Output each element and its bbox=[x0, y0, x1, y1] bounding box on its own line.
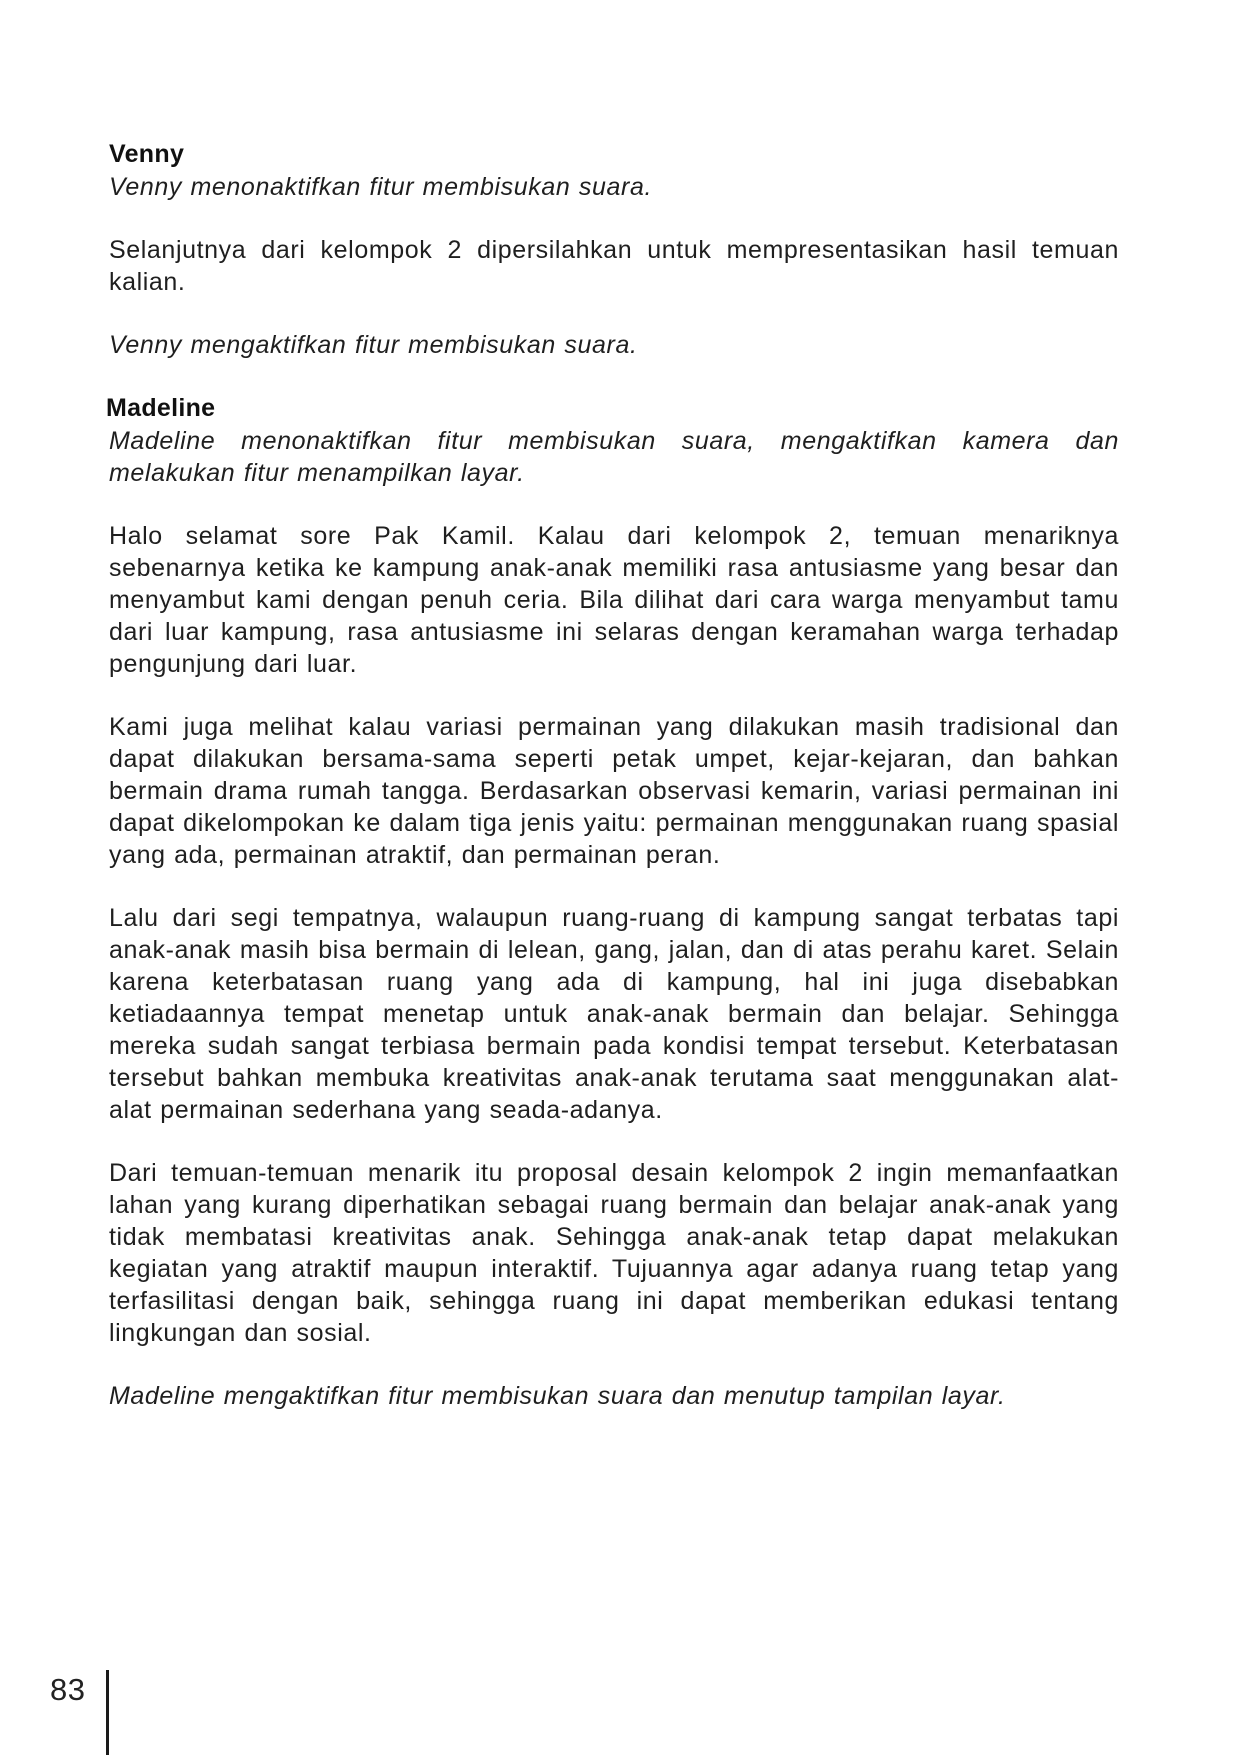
spacer bbox=[109, 361, 1119, 392]
spacer bbox=[109, 298, 1119, 329]
page-content bbox=[106, 138, 1119, 1412]
stage-direction: Madeline menonaktifkan fitur membisukan suara, mengaktifkan kamera dan melakukan fitur menampilkan layar. bbox=[109, 427, 1119, 487]
dialogue-paragraph: Halo selamat sore Pak Kamil. Kalau dari kelompok 2, temuan menariknya sebenarnya ketika ke kampung anak-anak memiliki rasa antusiasme yang besar dan menyambut kami dengan penuh ceria. Bila dilihat dari cara warga menyambut tamu dari luar kampung, rasa antusiasme ini selaras dengan keramahan warga terhadap pengunjung dari luar. bbox=[109, 522, 1119, 678]
stage-direction: Venny mengaktifkan fitur membisukan suara. bbox=[109, 331, 638, 359]
dialogue-paragraph: Lalu dari segi tempatnya, walaupun ruang-ruang di kampung sangat terbatas tapi anak-anak masih bisa bermain di lelean, gang, jalan, dan di atas perahu karet. Selain karena keterbatasan ruang yang ada di kampung, hal ini juga disebabkan ketiadaannya tempat menetap untuk anak-anak bermain dan belajar. Sehingga mereka sudah sangat terbiasa bermain pada kondisi tempat tersebut. Keterbatasan tersebut bahkan membuka kreativitas anak-anak terutama saat menggunakan alat-alat permainan sederhana yang seada-adanya. bbox=[109, 904, 1119, 1124]
spacer bbox=[109, 1126, 1119, 1157]
dialogue-paragraph: Dari temuan-temuan menarik itu proposal desain kelompok 2 ingin memanfaatkan lahan yang kurang diperhatikan sebagai ruang bermain dan belajar anak-anak yang tidak membatasi kreativitas anak. Sehingga anak-anak tetap dapat melakukan kegiatan yang atraktif maupun interaktif. Tujuannya agar adanya ruang tetap yang terfasilitasi dengan baik, sehingga ruang ini dapat memberikan edukasi tentang lingkungan dan sosial. bbox=[109, 1159, 1119, 1347]
speaker-name-madeline: Madeline bbox=[106, 394, 216, 422]
speaker-name-venny: Venny bbox=[109, 140, 185, 168]
stage-direction: Venny menonaktifkan fitur membisukan suara. bbox=[109, 173, 653, 201]
page-number: 83 bbox=[50, 1672, 86, 1707]
spacer bbox=[109, 680, 1119, 711]
spacer bbox=[109, 489, 1119, 520]
spacer bbox=[109, 203, 1119, 234]
spacer bbox=[109, 871, 1119, 902]
dialogue-paragraph: Kami juga melihat kalau variasi permainan yang dilakukan masih tradisional dan dapat dilakukan bersama-sama seperti petak umpet, kejar-kejaran, dan bahkan bermain drama rumah tangga. Berdasarkan observasi kemarin, variasi permainan ini dapat dikelompokan ke dalam tiga jenis yaitu: permainan menggunakan ruang spasial yang ada, permainan atraktif, dan permainan peran. bbox=[109, 713, 1119, 869]
stage-direction: Madeline mengaktifkan fitur membisukan suara dan menutup tampilan layar. bbox=[109, 1382, 1006, 1410]
dialogue-paragraph: Selanjutnya dari kelompok 2 dipersilahkan untuk mempresentasikan hasil temuan kalian. bbox=[109, 236, 1119, 296]
page-footer bbox=[0, 1670, 120, 1755]
footer-divider bbox=[106, 1670, 109, 1755]
spacer bbox=[109, 1349, 1119, 1380]
